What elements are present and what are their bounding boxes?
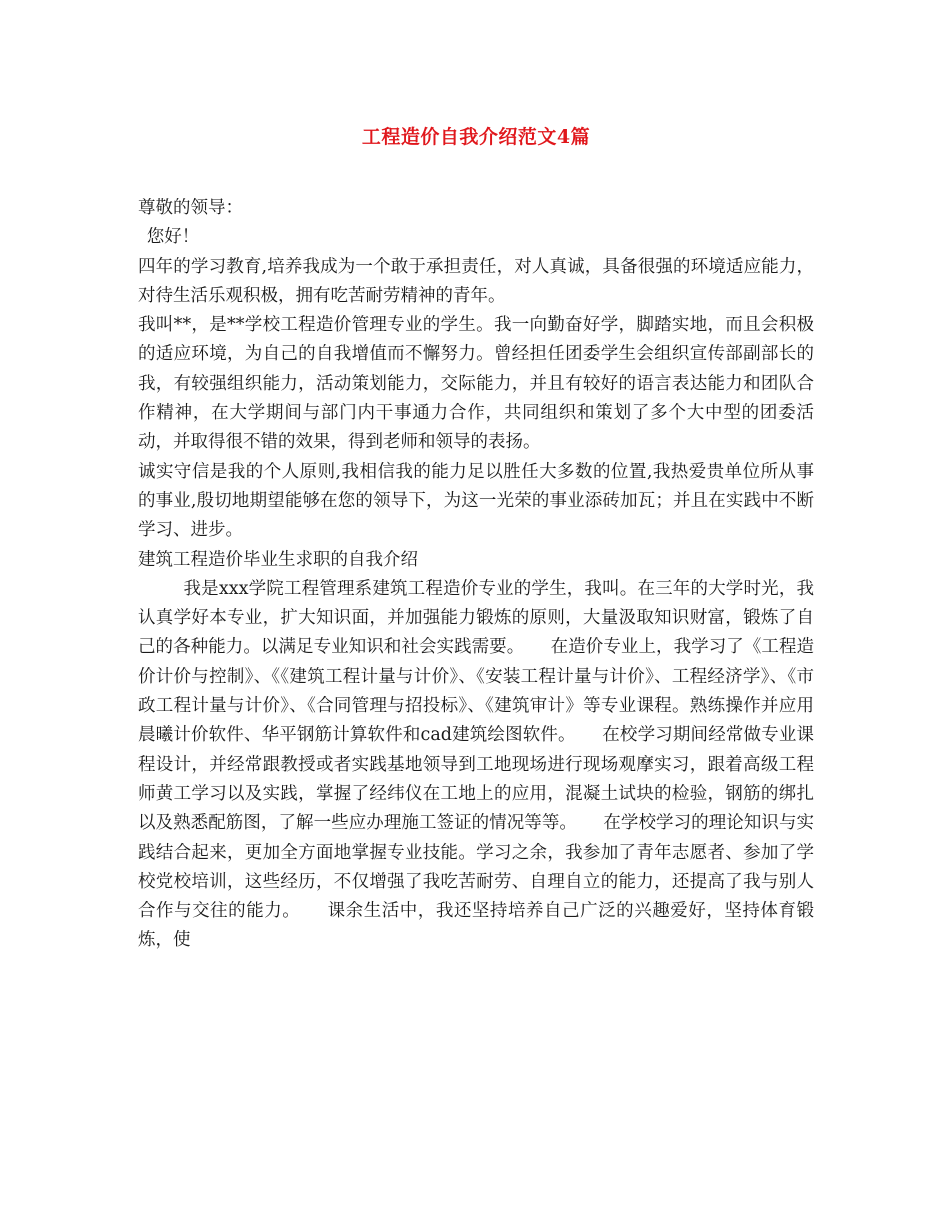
greeting: 您好！ — [146, 227, 200, 248]
paragraph-introduction: 我叫**，是**学校工程造价管理专业的学生。我一向勤奋好学，脚踏实地，而且会积极的适应环境，为自己的自我增值而不懈努力。曾经担任团委学生会组织宣传部副部长的我，有较强组织能力，活动策划能力，交际能力，并且有较好的语言表达能力和团队合作精神，在大学期间与部门内干事通力合作，共同组织和策划了多个大中型的团委活动，并取得很不错的效果，得到老师和领导的表扬。 — [138, 315, 814, 453]
document-body — [138, 194, 814, 956]
section-heading: 建筑工程造价毕业生求职的自我介绍 — [138, 549, 418, 570]
paragraph-education: 四年的学习教育,培养我成为一个敢于承担责任，对人真诚，具备很强的环境适应能力，对待生活乐观积极，拥有吃苦耐劳精神的青年。 — [138, 256, 814, 306]
salutation: 尊敬的领导： — [138, 198, 243, 218]
paragraph-principles: 诚实守信是我的个人原则,我相信我的能力足以胜任大多数的位置,我热爱贵单位所从事的事业,殷切地期望能够在您的领导下，为这一光荣的事业添砖加瓦；并且在实践中不断学习、进步。 — [138, 461, 814, 541]
document-title: 工程造价自我介绍范文4篇 — [361, 126, 591, 148]
paragraph-graduate-intro: 我是xxx学院工程管理系建筑工程造价专业的学生，我叫。在三年的大学时光，我认真学好本专业，扩大知识面，并加强能力锻炼的原则，大量汲取知识财富，锻炼了自己的各种能力。以满足专业知识和社会实践需要。 在造价专业上，我学习了《工程造价计价与控制》、《《建筑工程计量与计价》、《安装工程计量与计价》、工程经济学》、《市政工程计量与计价》、《合同管理与招投标》、《建筑审计》等专业课程。熟练操作并应用晨曦计价软件、华平钢筋计算软件和cad建筑绘图软件。 在校学习期间经常做专业课程设计，并经常跟教授或者实践基地领导到工地现场进行现场观摩实习，跟着高级工程师黄工学习以及实践，掌握了经纬仪在工地上的应用，混凝土试块的检验，钢筋的绑扎以及熟悉配筋图，了解一些应办理施工签证的情况等等。 在学校学习的理论知识与实践结合起来，更加全方面地掌握专业技能。学习之余，我参加了青年志愿者、参加了学校党校培训，这些经历，不仅增强了我吃苦耐劳、自理自立的能力，还提高了我与别人合作与交往的能力。 课余生活中，我还坚持培养自己广泛的兴趣爱好，坚持体育锻炼，使 — [138, 578, 814, 951]
